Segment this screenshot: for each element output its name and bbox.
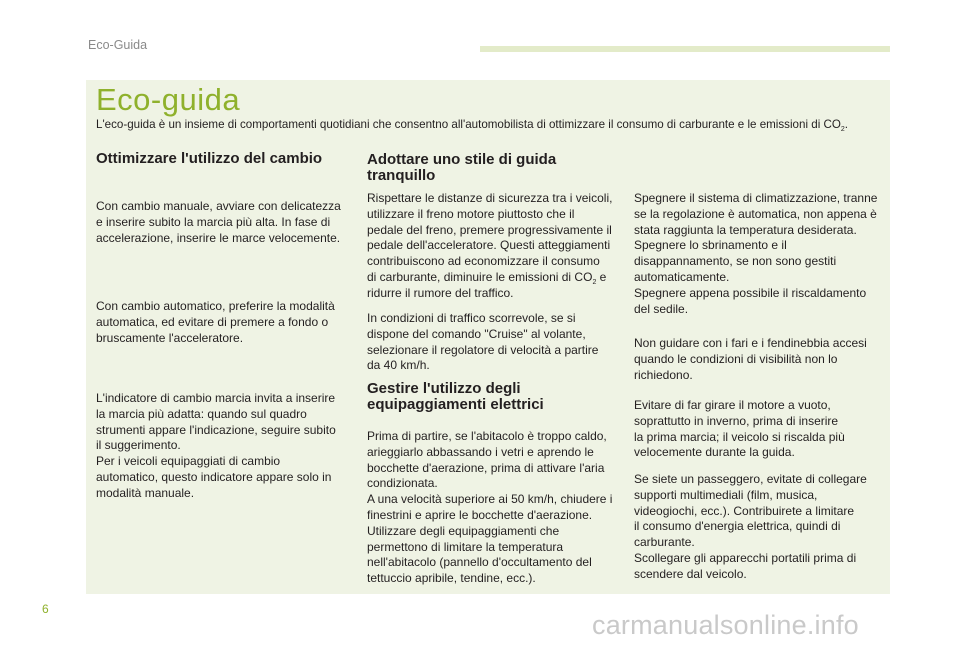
watermark: carmanualsonline.info	[592, 610, 859, 640]
heading-electrical-equipment-line2: equipaggiamenti elettrici	[367, 396, 544, 413]
paragraph-automatic-gearbox: Con cambio automatico, preferire la modalità automatica, ed evitare di premere a fondo o bruscamente l'acceleratore.	[96, 299, 335, 345]
page-number: 6	[42, 602, 49, 616]
co2-subscript: 2	[592, 278, 597, 286]
heading-electrical-equipment	[367, 381, 544, 413]
intro-text	[96, 118, 848, 133]
paragraph-safety-distances-end: e ridurre il rumore del traffico.	[367, 269, 607, 300]
paragraph-multimedia: Se siete un passeggero, evitate di collegare supporti multimediali (film, musica, videogiochi, ecc.). Contribuirete a limitare il consumo d'energia elettrica, quindi di carburante. Scollegare gli apparecchi portatili prima di scendere dal veicolo.	[634, 472, 867, 581]
heading-driving-style	[367, 152, 556, 184]
paragraph-idling: Evitare di far girare il motore a vuoto, soprattutto in inverno, prima di inserire la prima marcia; il veicolo si riscalda più velocemente durante la guida.	[634, 398, 845, 460]
heading-gearbox: Ottimizzare l'utilizzo del cambio	[96, 150, 323, 167]
heading-driving-style-line1: Adottare uno stile di guida	[367, 151, 557, 168]
paragraph-safety-distances-main: Rispettare le distanze di sicurezza tra i veicoli, utilizzare il freno motore piuttosto che il pedale del freno, premere progressivamente il pedale dell'acceleratore. Questi atteggiamenti contribuiscono ad economizzare il consumo di carburante, diminuire le emissioni di CO	[367, 191, 613, 284]
paragraph-air-conditioning: Spegnere il sistema di climatizzazione, tranne se la regolazione è automatica, non appena è stata raggiunta la temperatura desiderata. Spegnere lo sbrinamento e il disappannamento, se non sono gestiti automaticamente. Spegnere appena possibile il riscaldamento del sedile.	[634, 191, 878, 316]
intro-subscript: 2	[840, 126, 845, 133]
intro-text-main: L'eco-guida è un insieme di comportamenti quotidiani che consentno all'automobilista di ottimizzare il consumo di carburante e le emissioni di CO	[96, 118, 841, 131]
paragraph-cruise-control: In condizioni di traffico scorrevole, se si dispone del comando "Cruise" al volante, selezionare il regolatore di velocità a partire da 40 km/h.	[367, 311, 599, 373]
intro-text-end: .	[844, 118, 849, 131]
section-label: Eco-Guida	[88, 38, 148, 52]
heading-electrical-equipment-line1: Gestire l'utilizzo degli	[367, 380, 521, 397]
page-title: Eco-guida	[96, 82, 241, 117]
heading-driving-style-line2: tranquillo	[367, 167, 436, 184]
paragraph-cabin-ventilation: Prima di partire, se l'abitacolo è troppo caldo, arieggiarlo abbassando i vetri e aprendo le bocchette d'aerazione, prima di attivare l'aria condizionata. A una velocità superiore ai 50 km/h, chiudere i finestrini e aprire le bocchette d'aerazione. Utilizzare degli equipaggiamenti che permettono di limitare la temperatura nell'abitacolo (pannello d'occultamento del tettuccio apribile, tendine, ecc.).	[367, 429, 613, 586]
paragraph-gear-indicator: L'indicatore di cambio marcia invita a inserire la marcia più adatta: quando sul quadro strumenti appare l'indicazione, seguire subito il suggerimento. Per i veicoli equipaggiati di cambio automatico, questo indicatore appare solo in modalità manuale.	[96, 391, 336, 500]
header-accent-bar	[480, 46, 890, 52]
paragraph-safety-distances	[367, 191, 612, 302]
paragraph-lights: Non guidare con i fari e i fendinebbia accesi quando le condizioni di visibilità non lo richiedono.	[634, 336, 867, 382]
paragraph-manual-gearbox: Con cambio manuale, avviare con delicatezza e inserire subito la marcia più alta. In fase di accelerazione, inserire le marce velocemente.	[96, 199, 341, 245]
